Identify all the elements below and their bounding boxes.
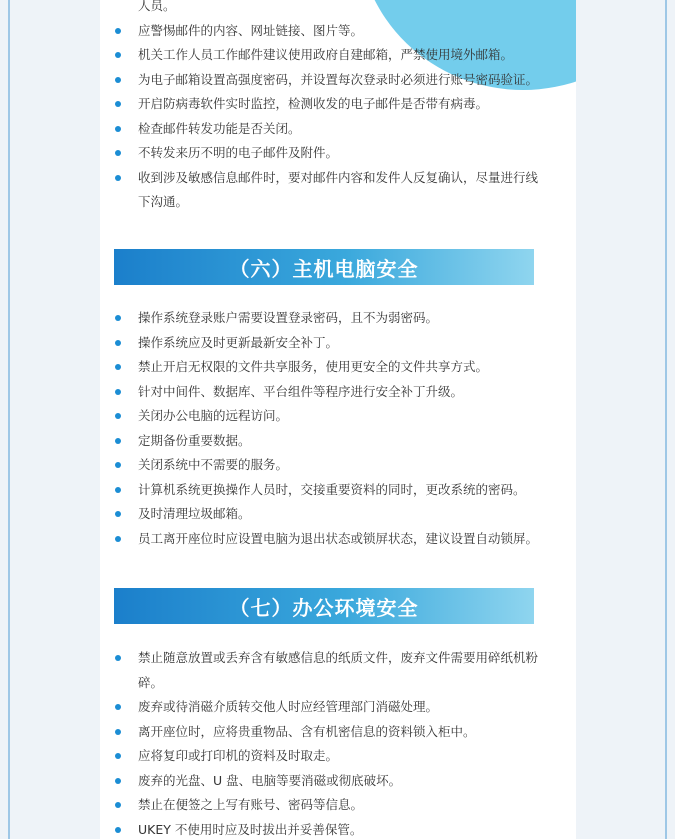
list-item: 计算机系统更换操作人员时，交接重要资料的同时，更改系统的密码。: [100, 478, 576, 503]
list-item: 关闭系统中不需要的服务。: [100, 453, 576, 478]
list-item: 应警惕邮件的内容、网址链接、图片等。: [100, 19, 576, 44]
host-security-list: [100, 306, 576, 551]
right-border-line: [665, 0, 667, 839]
list-item: 禁止随意放置或丢弃含有敏感信息的纸质文件，废弃文件需要用碎纸机粉碎。: [100, 646, 576, 695]
list-item: 检查邮件转发功能是否关闭。: [100, 117, 576, 142]
email-security-section: [100, 0, 576, 215]
list-item: 操作系统应及时更新最新安全补丁。: [100, 331, 576, 356]
list-item: 禁止在便签之上写有账号、密码等信息。: [100, 793, 576, 818]
list-item: 废弃或待消磁介质转交他人时应经管理部门消磁处理。: [100, 695, 576, 720]
section7-title: （七）办公环境安全: [229, 595, 419, 620]
section6-title: （六）主机电脑安全: [229, 256, 419, 281]
list-item: 针对中间件、数据库、平台组件等程序进行安全补丁升级。: [100, 380, 576, 405]
list-item: 收到涉及敏感信息邮件时，要对邮件内容和发件人反复确认，尽量进行线下沟通。: [100, 166, 576, 215]
list-item: 及时清理垃圾邮箱。: [100, 502, 576, 527]
list-item: 关闭办公电脑的远程访问。: [100, 404, 576, 429]
list-item: 禁止开启无权限的文件共享服务，使用更安全的文件共享方式。: [100, 355, 576, 380]
list-item: UKEY 不使用时应及时拔出并妥善保管。: [100, 818, 576, 839]
left-border-line: [8, 0, 10, 839]
content-panel: [100, 0, 576, 839]
list-item: 人员。: [138, 0, 176, 13]
list-item: 操作系统登录账户需要设置登录密码，且不为弱密码。: [100, 306, 576, 331]
list-item: 开启防病毒软件实时监控，检测收发的电子邮件是否带有病毒。: [100, 92, 576, 117]
list-item: 定期备份重要数据。: [100, 429, 576, 454]
section7-title-banner: [114, 588, 534, 624]
list-item: 不转发来历不明的电子邮件及附件。: [100, 141, 576, 166]
list-item: 应将复印或打印机的资料及时取走。: [100, 744, 576, 769]
list-item: 离开座位时，应将贵重物品、含有机密信息的资料锁入柜中。: [100, 720, 576, 745]
host-security-section: [100, 306, 576, 551]
list-item: 员工离开座位时应设置电脑为退出状态或锁屏状态，建议设置自动锁屏。: [100, 527, 576, 552]
list-item: 机关工作人员工作邮件建议使用政府自建邮箱，严禁使用境外邮箱。: [100, 43, 576, 68]
office-security-section: [100, 646, 576, 839]
list-item: 废弃的光盘、U 盘、电脑等要消磁或彻底破坏。: [100, 769, 576, 794]
email-security-list: [100, 0, 576, 215]
list-item: 为电子邮箱设置高强度密码，并设置每次登录时必须进行账号密码验证。: [100, 68, 576, 93]
office-security-list: [100, 646, 576, 839]
section6-title-banner: [114, 249, 534, 285]
